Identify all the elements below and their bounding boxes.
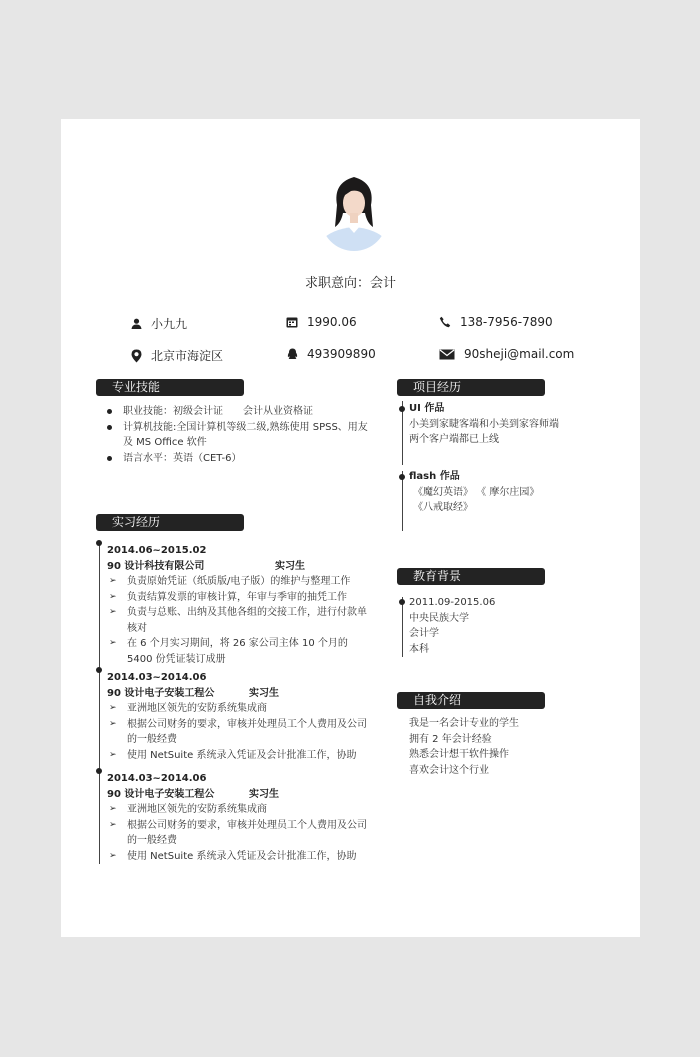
info-email xyxy=(438,347,574,361)
entry-item: ➢ 负责与总账、出纳及其他各组的交接工作，进行付款单核对 xyxy=(107,605,373,636)
internship-timeline-line xyxy=(99,542,100,864)
timeline-dot xyxy=(399,406,405,412)
education-timeline-line xyxy=(402,597,403,657)
internship-header: 实习经历 xyxy=(96,514,244,531)
calendar-icon xyxy=(285,315,299,329)
entry-role: 实习生 xyxy=(249,687,279,699)
timeline-dot xyxy=(96,540,102,546)
about-line: 拥有 2 年会计经验 xyxy=(409,733,492,745)
timeline-dot xyxy=(399,599,405,605)
entry-role: 实习生 xyxy=(249,788,279,800)
envelope-icon xyxy=(438,347,456,361)
entry-role: 实习生 xyxy=(275,560,305,572)
internship-entry-1 xyxy=(107,543,373,667)
skills-header: 专业技能 xyxy=(96,379,244,396)
skill-item: 语言水平：英语（CET-6） xyxy=(103,451,375,467)
resume-page xyxy=(61,119,640,937)
birth-value: 1990.06 xyxy=(307,315,357,329)
project-line: 《八戒取经》 xyxy=(413,502,473,513)
job-objective: 求职意向：会计 xyxy=(304,276,396,291)
entry-item: ➢ 亚洲地区领先的安防系统集成商 xyxy=(107,701,373,717)
qq-value: 493909890 xyxy=(307,347,376,361)
entry-company: 90 设计科技有限公司 xyxy=(107,560,205,572)
education-school: 中央民族大学 xyxy=(409,612,469,624)
email-value: 90sheji@mail.com xyxy=(464,347,575,361)
entry-period: 2014.03~2014.06 xyxy=(107,773,207,784)
project-line: 两个客户端都已上线 xyxy=(409,434,499,445)
location-pin-icon xyxy=(129,349,143,363)
internship-entry-3 xyxy=(107,771,373,864)
profile-photo xyxy=(321,167,387,251)
info-birth xyxy=(285,315,357,329)
info-phone xyxy=(438,315,553,329)
entry-period: 2014.03~2014.06 xyxy=(107,672,207,683)
entry-item: ➢ 在 6 个月实习期间，将 26 家公司主体 10 个月的 5400 份凭证装订成册 xyxy=(107,636,373,667)
entry-item: ➢ 根据公司财务的要求，审核并处理员工个人费用及公司的一般经费 xyxy=(107,818,373,849)
entry-item: ➢ 负责原始凭证（纸质版/电子版）的维护与整理工作 xyxy=(107,574,373,590)
project-line: 小美到家睫客端和小美到家容师端 xyxy=(409,418,559,430)
phone-icon xyxy=(438,315,452,329)
education-major: 会计学 xyxy=(409,628,439,639)
entry-item: ➢ 亚洲地区领先的安防系统集成商 xyxy=(107,802,373,818)
education-period: 2011.09-2015.06 xyxy=(409,597,496,608)
info-name xyxy=(129,315,187,332)
project-1 xyxy=(409,401,609,448)
entry-period: 2014.06~2015.02 xyxy=(107,545,207,556)
project-2 xyxy=(409,469,609,516)
about-section xyxy=(409,716,609,778)
internship-entry-2 xyxy=(107,670,373,763)
project-name: flash 作品 xyxy=(409,471,460,482)
projects-header: 项目经历 xyxy=(397,379,545,396)
info-qq xyxy=(285,347,376,361)
project-name: UI 作品 xyxy=(409,403,445,414)
phone-value: 138-7956-7890 xyxy=(460,315,553,329)
skill-item: 职业技能：初级会计证 会计从业资格证 xyxy=(103,404,375,420)
skill-item: 计算机技能:全国计算机等级二级,熟练使用 SPSS、用友及 MS Office 软件 xyxy=(103,420,375,451)
skills-section xyxy=(103,404,375,466)
timeline-dot xyxy=(96,667,102,673)
project-line: 《魔幻英语》 《 摩尔庄园》 xyxy=(413,486,540,498)
education-degree: 本科 xyxy=(409,643,429,655)
about-header: 自我介绍 xyxy=(397,692,545,709)
education-header: 教育背景 xyxy=(397,568,545,585)
timeline-dot xyxy=(96,768,102,774)
address-value: 北京市海淀区 xyxy=(151,349,224,363)
projects-timeline-line xyxy=(402,471,403,531)
timeline-dot xyxy=(399,474,405,480)
entry-item: ➢ 使用 NetSuite 系统录入凭证及会计批准工作，协助 xyxy=(107,748,373,764)
entry-company: 90 设计电子安装工程公 xyxy=(107,788,215,800)
name-value: 小九九 xyxy=(151,317,188,331)
about-line: 喜欢会计这个行业 xyxy=(409,764,489,776)
about-line: 熟悉会计想干软件操作 xyxy=(409,749,509,760)
about-line: 我是一名会计专业的学生 xyxy=(409,718,519,729)
entry-company: 90 设计电子安装工程公 xyxy=(107,687,215,699)
info-address xyxy=(129,347,223,364)
entry-item: ➢ 根据公司财务的要求，审核并处理员工个人费用及公司的一般经费 xyxy=(107,717,373,748)
person-icon xyxy=(129,317,143,331)
qq-penguin-icon xyxy=(285,347,299,361)
education-section xyxy=(409,595,609,657)
entry-item: ➢ 负责结算发票的审核计算，年审与季审的抽凭工作 xyxy=(107,590,373,606)
entry-item: ➢ 使用 NetSuite 系统录入凭证及会计批准工作，协助 xyxy=(107,849,373,865)
